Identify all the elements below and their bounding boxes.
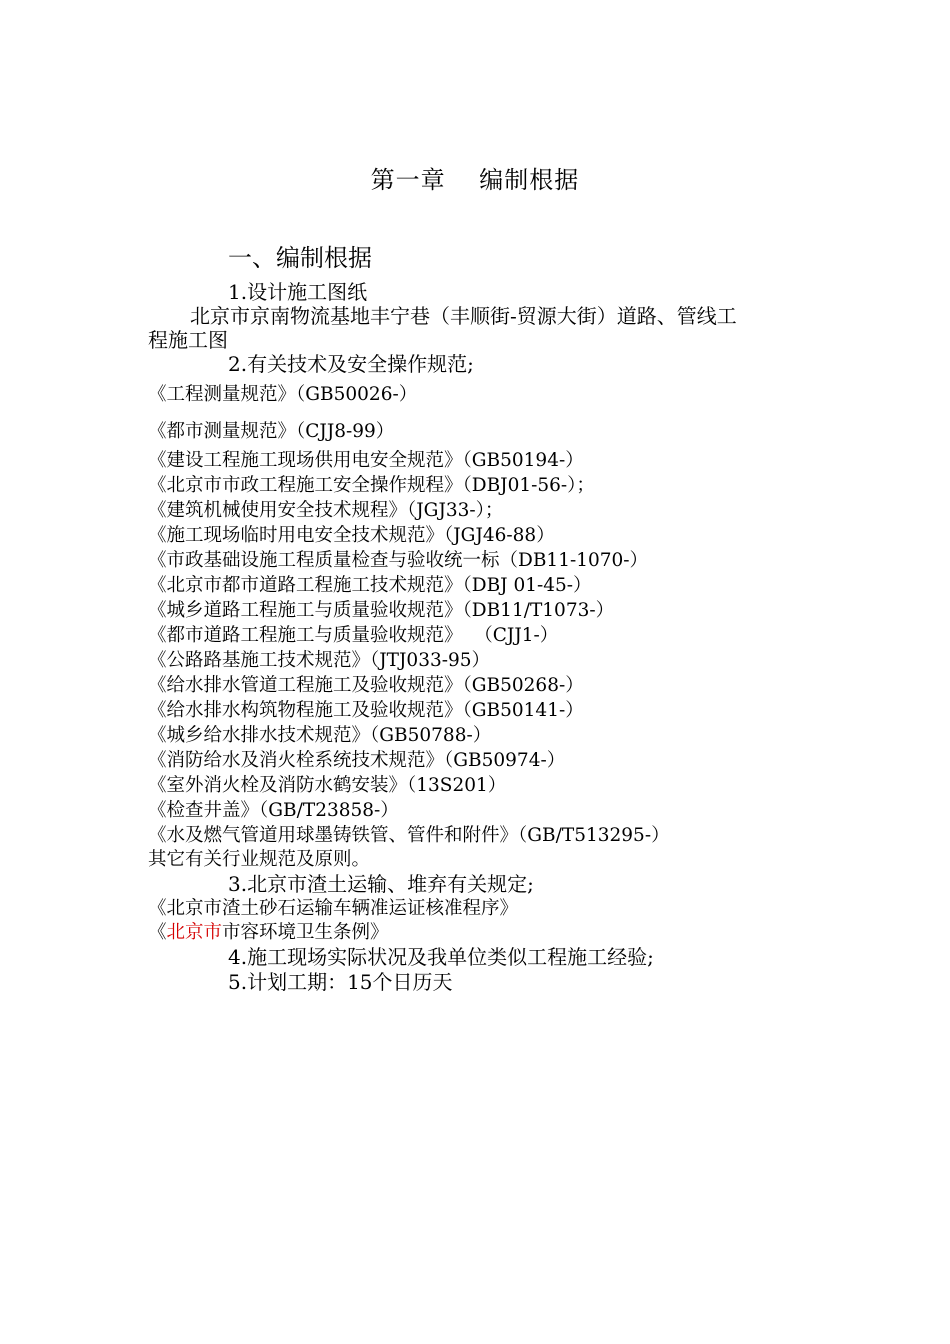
standard-item: 《建设工程施工现场供用电安全规范》（GB50194-）: [148, 450, 584, 471]
item1-text-line2: 程施工图: [148, 328, 228, 352]
rule-highlight-text: 北京市: [166, 922, 223, 943]
chapter-title: 第一章 编制根据: [370, 166, 580, 194]
standard-item: 《消防给水及消火栓系统技术规范》（GB50974-）: [148, 750, 566, 771]
section-heading: 一、编制根据: [228, 244, 372, 272]
rule-item: 《北京市渣土砂石运输车辆准运证核准程序》: [148, 898, 519, 919]
standard-item: 《都市测量规范》（CJJ8-99）: [148, 421, 395, 442]
standard-item: 《城乡道路工程施工与质量验收规范》（DB11/T1073-）: [148, 600, 615, 621]
standard-item: 《室外消火栓及消防水鹤安装》（13S201）: [148, 775, 507, 796]
item3-label: 3.北京市渣土运输、堆弃有关规定;: [228, 872, 534, 896]
rule-item: [148, 921, 389, 945]
item1-label: 1.设计施工图纸: [228, 280, 368, 304]
item4-label: 4.施工现场实际状况及我单位类似工程施工经验;: [228, 945, 654, 969]
rule-rest-text: 市容环境卫生条例》: [222, 922, 389, 943]
item1-text-line1: 北京市京南物流基地丰宁巷（丰顺街-贸源大街）道路、管线工: [190, 304, 737, 328]
standard-item: 《给水排水管道工程施工及验收规范》（GB50268-）: [148, 675, 584, 696]
standard-item: 《北京市都市道路工程施工技术规范》（DBJ 01-45-）: [148, 575, 592, 596]
rule-open-bracket: 《: [148, 922, 167, 943]
standard-item: 《检查井盖》（GB/T23858-）: [148, 800, 399, 821]
standard-item: 《工程测量规范》（GB50026-）: [148, 384, 418, 405]
other-standards-note: 其它有关行业规范及原则。: [148, 849, 371, 870]
standard-item: 《公路路基施工技术规范》（JTJ033-95）: [148, 650, 491, 671]
standard-item: 《城乡给水排水技术规范》（GB50788-）: [148, 725, 492, 746]
standard-item: 《给水排水构筑物程施工及验收规范》（GB50141-）: [148, 700, 584, 721]
standard-item: 《市政基础设施工程质量检查与验收统一标（DB11-1070-）: [148, 550, 649, 571]
standard-item: 《都市道路工程施工与质量验收规范》 （CJJ1-）: [148, 625, 559, 646]
standard-item: 《北京市市政工程施工安全操作规程》（DBJ01-56-）；: [148, 475, 595, 496]
item5-label: 5.计划工期：15个日历天: [228, 970, 453, 994]
standard-item: 《建筑机械使用安全技术规程》（JGJ33-）；: [148, 500, 504, 521]
standard-item: 《水及燃气管道用球墨铸铁管、管件和附件》（GB/T513295-）: [148, 825, 670, 846]
standard-item: 《施工现场临时用电安全技术规范》（JGJ46-88）: [148, 525, 555, 546]
item2-label: 2.有关技术及安全操作规范;: [228, 352, 474, 376]
